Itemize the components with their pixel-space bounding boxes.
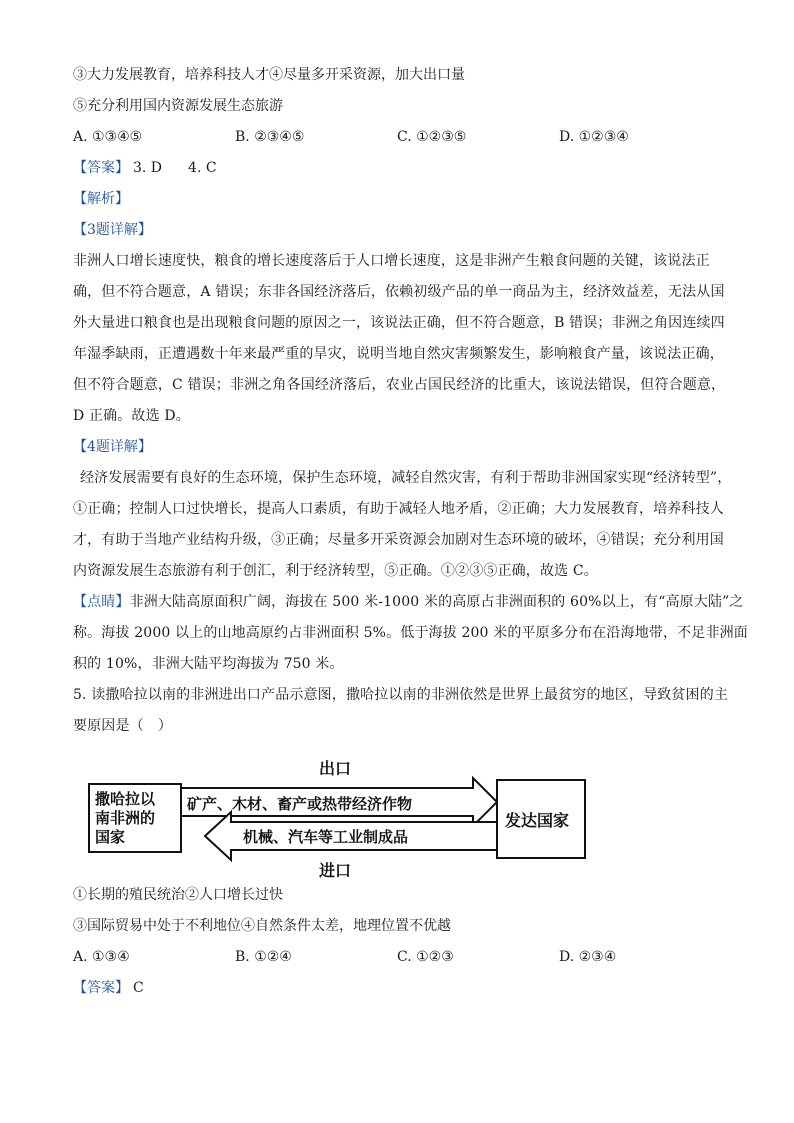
q5-statement-line: ③国际贸易中处于不利地位④自然条件太差，地理位置不优越 xyxy=(73,918,451,934)
q34-options xyxy=(73,126,733,148)
highlight-tag: 【点睛】 xyxy=(73,594,130,610)
q4-detail-line: 经济发展需要有良好的生态环境，保护生态环境，减轻自然灾害，有利于帮助非洲国家实现“经济转型”， xyxy=(80,470,732,486)
q4-detail-line: 内资源发展生态旅游有利于创汇，利于经济转型，⑤正确。①②③⑤正确，故选 C。 xyxy=(73,563,598,579)
answer-value-3: 3. D xyxy=(133,160,163,176)
q4-detail-line: ①正确；控制人口过快增长，提高人口素质，有助于减轻人地矛盾，②正确；大力发展教育，培养科技人 xyxy=(73,501,724,517)
option-d: D. ①②③④ xyxy=(559,129,629,145)
q3-detail-heading: 【3题详解】 xyxy=(73,222,152,238)
highlight-line: 称。海拔 2000 以上的山地高原约占非洲面积 5%。低于海拔 200 米的平原多分布在沿海地带，不足非洲面 xyxy=(73,625,748,641)
option-b: B. ②③④⑤ xyxy=(235,129,305,145)
option-line-5: ⑤充分利用国内资源发展生态旅游 xyxy=(73,98,283,114)
q5-stem-line: 5. 读撒哈拉以南的非洲进出口产品示意图，撒哈拉以南的非洲依然是世界上最贫穷的地区，导致贫困的主 xyxy=(73,687,729,703)
option-a: A. ①③④⑤ xyxy=(73,129,143,145)
answer-tag: 【答案】 xyxy=(73,160,129,176)
document-page xyxy=(73,64,748,1008)
answer-tag: 【答案】 xyxy=(73,980,129,996)
highlight-line: 积的 10%，非洲大陆平均海拔为 750 米。 xyxy=(73,656,344,672)
q3-detail-line: 外大量进口粮食也是出现粮食问题的原因之一，该说法正确，但不符合题意，B 错误；非洲之角因连续四 xyxy=(73,315,725,331)
q3-detail-line: 但不符合题意，C 错误；非洲之角各国经济落后，农业占国民经济的比重大，该说法错误，但符合题意， xyxy=(73,377,726,393)
q3-detail-line: D 正确。故选 D。 xyxy=(73,408,190,424)
answer-line xyxy=(73,157,733,179)
highlight-line: 【点睛】非洲大陆高原面积广阔，海拔在 500 米-1000 米的高原占非洲面积的 60%以上，有“高原大陆”之 xyxy=(73,594,744,610)
answer-value-4: 4. C xyxy=(188,160,217,176)
q5-statement-line: ①长期的殖民统治②人口增长过快 xyxy=(73,887,283,903)
option-line-3-4: ③大力发展教育，培养科技人才④尽量多开采资源，加大出口量 xyxy=(73,67,465,83)
option-c: C. ①②③ xyxy=(397,949,454,965)
left-country-label: 撒哈拉以 南非洲的 国家 xyxy=(95,790,156,846)
export-goods-label: 矿产、木材、畜产或热带经济作物 xyxy=(187,795,413,813)
q5-stem-line: 要原因是（ ） xyxy=(73,718,173,734)
q3-detail-line: 非洲人口增长速度快，粮食的增长速度落后于人口增长速度，这是非洲产生粮食问题的关键，该说法正 xyxy=(73,253,710,269)
option-a: A. ①③④ xyxy=(73,949,130,965)
option-d: D. ②③④ xyxy=(559,949,617,965)
trade-diagram xyxy=(87,746,597,878)
answer-line xyxy=(73,977,733,999)
option-c: C. ①②③⑤ xyxy=(397,129,467,145)
import-label: 进口 xyxy=(319,861,352,880)
q5-options xyxy=(73,946,733,968)
export-label: 出口 xyxy=(319,759,352,778)
q4-detail-heading: 【4题详解】 xyxy=(73,439,152,455)
q3-detail-line: 确，但不符合题意，A 错误；东非各国经济落后，依赖初级产品的单一商品为主，经济效益差，无法从国 xyxy=(73,284,725,300)
q4-detail-line: 才，有助于当地产业结构升级，③正确；尽量多开采资源会加剧对生态环境的破坏，④错误；充分利用国 xyxy=(73,532,724,548)
analysis-heading: 【解析】 xyxy=(73,191,129,207)
right-country-label: 发达国家 xyxy=(505,811,570,830)
import-goods-label: 机械、汽车等工业制成品 xyxy=(243,828,409,846)
answer-value-5: C xyxy=(133,980,144,996)
option-b: B. ①②④ xyxy=(235,949,292,965)
q3-detail-line: 年湿季缺雨，正遭遇数十年来最严重的旱灾，说明当地自然灾害频繁发生，影响粮食产量，该说法正确， xyxy=(73,346,724,362)
